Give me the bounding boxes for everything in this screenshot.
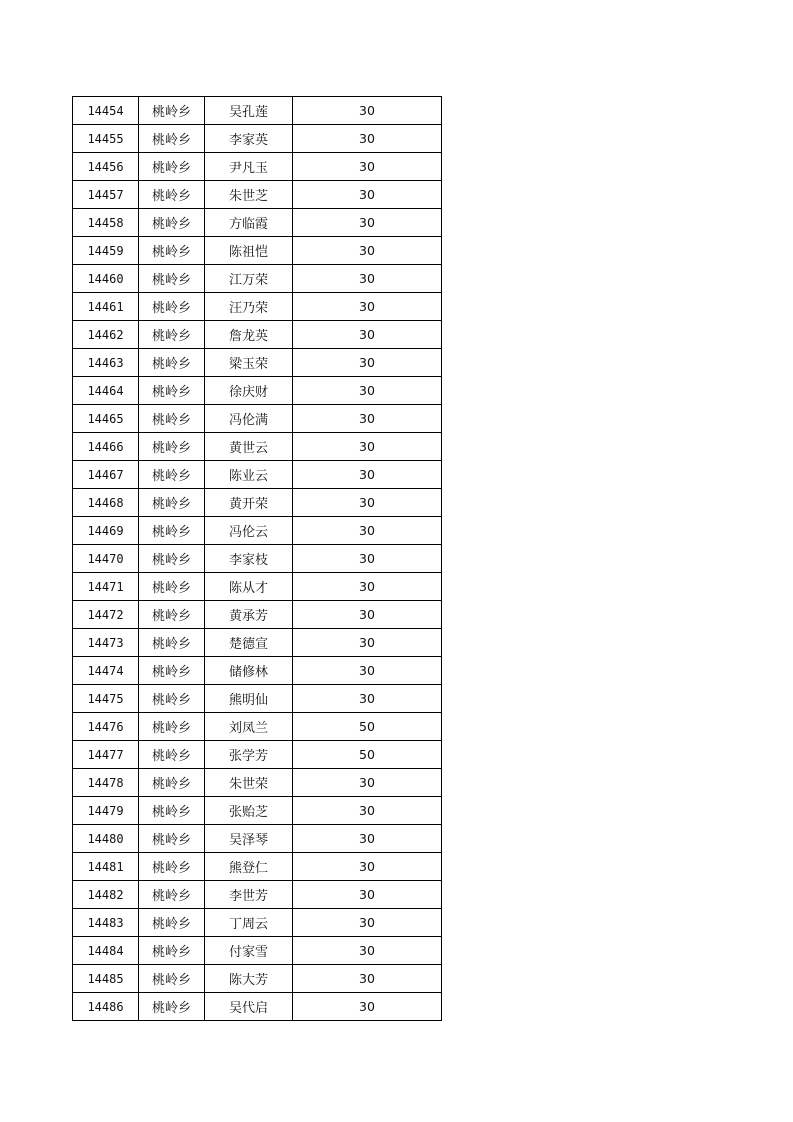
cell-town: 桃岭乡 bbox=[139, 97, 205, 125]
cell-name: 陈祖恺 bbox=[205, 237, 293, 265]
cell-amount: 30 bbox=[293, 601, 442, 629]
cell-town: 桃岭乡 bbox=[139, 377, 205, 405]
cell-name: 吴泽琴 bbox=[205, 825, 293, 853]
cell-id: 14466 bbox=[73, 433, 139, 461]
cell-name: 张贻芝 bbox=[205, 797, 293, 825]
cell-id: 14468 bbox=[73, 489, 139, 517]
cell-town: 桃岭乡 bbox=[139, 153, 205, 181]
table-row bbox=[73, 685, 442, 713]
cell-town: 桃岭乡 bbox=[139, 853, 205, 881]
cell-id: 14482 bbox=[73, 881, 139, 909]
table-row bbox=[73, 433, 442, 461]
cell-amount: 30 bbox=[293, 769, 442, 797]
cell-amount: 30 bbox=[293, 657, 442, 685]
cell-name: 李世芳 bbox=[205, 881, 293, 909]
cell-id: 14484 bbox=[73, 937, 139, 965]
table-row bbox=[73, 601, 442, 629]
cell-name: 李家枝 bbox=[205, 545, 293, 573]
cell-id: 14478 bbox=[73, 769, 139, 797]
table-row bbox=[73, 265, 442, 293]
table-row bbox=[73, 713, 442, 741]
cell-id: 14465 bbox=[73, 405, 139, 433]
cell-name: 楚德宣 bbox=[205, 629, 293, 657]
table-row bbox=[73, 657, 442, 685]
cell-amount: 30 bbox=[293, 881, 442, 909]
table-row bbox=[73, 881, 442, 909]
cell-id: 14463 bbox=[73, 349, 139, 377]
cell-amount: 30 bbox=[293, 853, 442, 881]
table-row bbox=[73, 853, 442, 881]
cell-amount: 30 bbox=[293, 293, 442, 321]
cell-id: 14456 bbox=[73, 153, 139, 181]
cell-name: 吴孔莲 bbox=[205, 97, 293, 125]
cell-name: 尹凡玉 bbox=[205, 153, 293, 181]
table-row bbox=[73, 797, 442, 825]
cell-id: 14486 bbox=[73, 993, 139, 1021]
cell-id: 14458 bbox=[73, 209, 139, 237]
cell-name: 梁玉荣 bbox=[205, 349, 293, 377]
cell-id: 14457 bbox=[73, 181, 139, 209]
cell-town: 桃岭乡 bbox=[139, 489, 205, 517]
cell-amount: 30 bbox=[293, 573, 442, 601]
cell-name: 徐庆财 bbox=[205, 377, 293, 405]
cell-amount: 30 bbox=[293, 461, 442, 489]
cell-town: 桃岭乡 bbox=[139, 125, 205, 153]
table-row bbox=[73, 405, 442, 433]
cell-amount: 30 bbox=[293, 545, 442, 573]
cell-amount: 30 bbox=[293, 321, 442, 349]
table-row bbox=[73, 573, 442, 601]
cell-town: 桃岭乡 bbox=[139, 937, 205, 965]
cell-town: 桃岭乡 bbox=[139, 629, 205, 657]
cell-town: 桃岭乡 bbox=[139, 881, 205, 909]
cell-amount: 50 bbox=[293, 713, 442, 741]
table-row bbox=[73, 937, 442, 965]
cell-name: 江万荣 bbox=[205, 265, 293, 293]
cell-amount: 30 bbox=[293, 349, 442, 377]
cell-amount: 30 bbox=[293, 433, 442, 461]
cell-town: 桃岭乡 bbox=[139, 909, 205, 937]
cell-name: 黄开荣 bbox=[205, 489, 293, 517]
cell-id: 14454 bbox=[73, 97, 139, 125]
table-row bbox=[73, 965, 442, 993]
cell-id: 14481 bbox=[73, 853, 139, 881]
cell-town: 桃岭乡 bbox=[139, 181, 205, 209]
roster-table bbox=[72, 96, 442, 1021]
cell-amount: 30 bbox=[293, 153, 442, 181]
table-row bbox=[73, 321, 442, 349]
cell-name: 储修林 bbox=[205, 657, 293, 685]
table-row bbox=[73, 377, 442, 405]
cell-town: 桃岭乡 bbox=[139, 461, 205, 489]
cell-town: 桃岭乡 bbox=[139, 825, 205, 853]
cell-id: 14474 bbox=[73, 657, 139, 685]
cell-id: 14483 bbox=[73, 909, 139, 937]
cell-id: 14475 bbox=[73, 685, 139, 713]
cell-amount: 30 bbox=[293, 489, 442, 517]
cell-name: 熊登仁 bbox=[205, 853, 293, 881]
table-row bbox=[73, 125, 442, 153]
cell-town: 桃岭乡 bbox=[139, 321, 205, 349]
cell-name: 陈从才 bbox=[205, 573, 293, 601]
cell-amount: 30 bbox=[293, 825, 442, 853]
cell-name: 黄承芳 bbox=[205, 601, 293, 629]
cell-town: 桃岭乡 bbox=[139, 405, 205, 433]
cell-town: 桃岭乡 bbox=[139, 685, 205, 713]
cell-amount: 30 bbox=[293, 209, 442, 237]
cell-name: 李家英 bbox=[205, 125, 293, 153]
cell-amount: 30 bbox=[293, 965, 442, 993]
cell-amount: 50 bbox=[293, 741, 442, 769]
table-row bbox=[73, 97, 442, 125]
table-row bbox=[73, 489, 442, 517]
table-row bbox=[73, 181, 442, 209]
cell-town: 桃岭乡 bbox=[139, 657, 205, 685]
cell-amount: 30 bbox=[293, 937, 442, 965]
cell-name: 黄世云 bbox=[205, 433, 293, 461]
cell-amount: 30 bbox=[293, 993, 442, 1021]
cell-town: 桃岭乡 bbox=[139, 433, 205, 461]
cell-amount: 30 bbox=[293, 97, 442, 125]
cell-town: 桃岭乡 bbox=[139, 209, 205, 237]
table-row bbox=[73, 517, 442, 545]
table-row bbox=[73, 237, 442, 265]
cell-town: 桃岭乡 bbox=[139, 349, 205, 377]
cell-amount: 30 bbox=[293, 909, 442, 937]
cell-amount: 30 bbox=[293, 125, 442, 153]
cell-id: 14455 bbox=[73, 125, 139, 153]
cell-name: 汪乃荣 bbox=[205, 293, 293, 321]
cell-town: 桃岭乡 bbox=[139, 965, 205, 993]
cell-name: 丁周云 bbox=[205, 909, 293, 937]
table-row bbox=[73, 349, 442, 377]
roster-body bbox=[73, 97, 442, 1021]
table-row bbox=[73, 769, 442, 797]
table-row bbox=[73, 993, 442, 1021]
cell-name: 朱世芝 bbox=[205, 181, 293, 209]
cell-town: 桃岭乡 bbox=[139, 517, 205, 545]
cell-name: 冯伦满 bbox=[205, 405, 293, 433]
cell-town: 桃岭乡 bbox=[139, 237, 205, 265]
cell-id: 14479 bbox=[73, 797, 139, 825]
cell-amount: 30 bbox=[293, 405, 442, 433]
table-row bbox=[73, 153, 442, 181]
cell-id: 14477 bbox=[73, 741, 139, 769]
cell-amount: 30 bbox=[293, 377, 442, 405]
cell-name: 陈业云 bbox=[205, 461, 293, 489]
table-row bbox=[73, 293, 442, 321]
table-row bbox=[73, 209, 442, 237]
cell-name: 陈大芳 bbox=[205, 965, 293, 993]
cell-id: 14460 bbox=[73, 265, 139, 293]
cell-id: 14464 bbox=[73, 377, 139, 405]
cell-name: 付家雪 bbox=[205, 937, 293, 965]
cell-amount: 30 bbox=[293, 517, 442, 545]
cell-id: 14473 bbox=[73, 629, 139, 657]
table-row bbox=[73, 741, 442, 769]
cell-id: 14459 bbox=[73, 237, 139, 265]
cell-amount: 30 bbox=[293, 237, 442, 265]
cell-id: 14472 bbox=[73, 601, 139, 629]
cell-town: 桃岭乡 bbox=[139, 713, 205, 741]
cell-amount: 30 bbox=[293, 797, 442, 825]
cell-name: 吴代启 bbox=[205, 993, 293, 1021]
cell-id: 14461 bbox=[73, 293, 139, 321]
cell-id: 14471 bbox=[73, 573, 139, 601]
table-row bbox=[73, 461, 442, 489]
cell-id: 14462 bbox=[73, 321, 139, 349]
cell-name: 詹龙英 bbox=[205, 321, 293, 349]
cell-name: 刘凤兰 bbox=[205, 713, 293, 741]
cell-name: 冯伦云 bbox=[205, 517, 293, 545]
cell-name: 张学芳 bbox=[205, 741, 293, 769]
cell-amount: 30 bbox=[293, 265, 442, 293]
cell-town: 桃岭乡 bbox=[139, 573, 205, 601]
table-row bbox=[73, 545, 442, 573]
cell-amount: 30 bbox=[293, 685, 442, 713]
cell-id: 14476 bbox=[73, 713, 139, 741]
cell-town: 桃岭乡 bbox=[139, 545, 205, 573]
cell-town: 桃岭乡 bbox=[139, 993, 205, 1021]
table-row bbox=[73, 629, 442, 657]
cell-id: 14480 bbox=[73, 825, 139, 853]
cell-name: 熊明仙 bbox=[205, 685, 293, 713]
cell-town: 桃岭乡 bbox=[139, 293, 205, 321]
table-row bbox=[73, 825, 442, 853]
cell-id: 14469 bbox=[73, 517, 139, 545]
cell-id: 14485 bbox=[73, 965, 139, 993]
cell-town: 桃岭乡 bbox=[139, 769, 205, 797]
cell-id: 14470 bbox=[73, 545, 139, 573]
cell-id: 14467 bbox=[73, 461, 139, 489]
cell-name: 方临霞 bbox=[205, 209, 293, 237]
cell-town: 桃岭乡 bbox=[139, 601, 205, 629]
cell-name: 朱世荣 bbox=[205, 769, 293, 797]
cell-amount: 30 bbox=[293, 181, 442, 209]
cell-town: 桃岭乡 bbox=[139, 265, 205, 293]
cell-town: 桃岭乡 bbox=[139, 797, 205, 825]
table-row bbox=[73, 909, 442, 937]
cell-amount: 30 bbox=[293, 629, 442, 657]
cell-town: 桃岭乡 bbox=[139, 741, 205, 769]
